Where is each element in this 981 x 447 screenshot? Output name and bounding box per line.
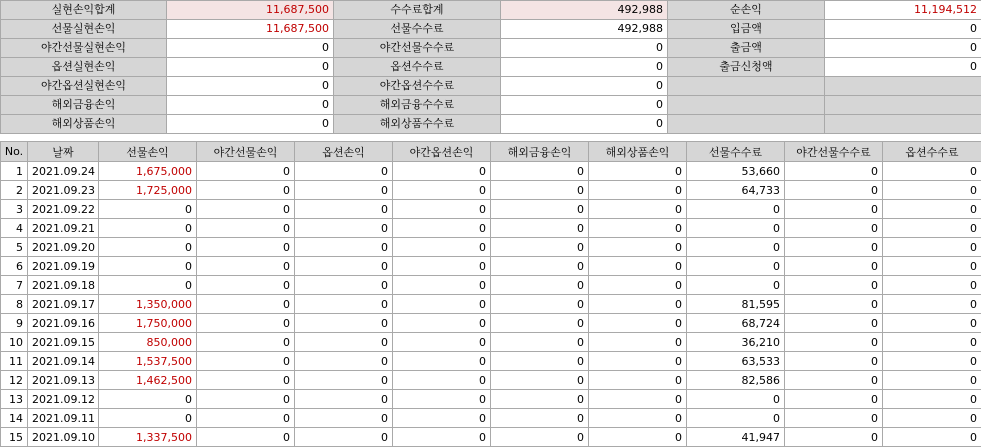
value-cell: 0 (687, 219, 785, 238)
value-cell: 0 (393, 238, 491, 257)
date-cell: 2021.09.15 (28, 333, 99, 352)
summary-label: 야간선물실현손익 (1, 39, 167, 58)
value-cell: 0 (393, 276, 491, 295)
summary-label: 야간옵션수수료 (334, 77, 501, 96)
column-header[interactable]: 선물손익 (99, 142, 197, 162)
row-number-cell: 3 (1, 200, 28, 219)
table-row[interactable] (1, 314, 981, 333)
row-number-cell: 9 (1, 314, 28, 333)
summary-empty-cell (825, 96, 981, 115)
value-cell: 0 (197, 276, 295, 295)
value-cell: 0 (589, 181, 687, 200)
value-cell: 0 (295, 238, 393, 257)
value-cell: 0 (197, 409, 295, 428)
value-cell: 0 (99, 200, 197, 219)
table-row[interactable] (1, 352, 981, 371)
value-cell: 0 (197, 428, 295, 447)
value-cell: 0 (883, 181, 981, 200)
value-cell: 0 (883, 276, 981, 295)
value-cell: 0 (393, 333, 491, 352)
column-header[interactable]: 선물수수료 (687, 142, 785, 162)
table-row[interactable] (1, 390, 981, 409)
summary-row (1, 115, 981, 134)
value-cell: 0 (883, 162, 981, 181)
table-row[interactable] (1, 257, 981, 276)
row-number-cell: 15 (1, 428, 28, 447)
value-cell: 0 (883, 428, 981, 447)
summary-empty-cell (825, 115, 981, 134)
summary-value: 11,194,512 (825, 1, 981, 20)
value-cell: 0 (491, 257, 589, 276)
value-cell: 0 (687, 200, 785, 219)
value-cell: 0 (99, 390, 197, 409)
summary-value: 0 (501, 96, 668, 115)
row-number-cell: 2 (1, 181, 28, 200)
date-cell: 2021.09.19 (28, 257, 99, 276)
date-cell: 2021.09.17 (28, 295, 99, 314)
value-cell: 0 (197, 181, 295, 200)
summary-value: 11,687,500 (167, 1, 334, 20)
row-number-cell: 13 (1, 390, 28, 409)
summary-label: 해외상품손익 (1, 115, 167, 134)
value-cell: 1,337,500 (99, 428, 197, 447)
value-cell: 0 (393, 371, 491, 390)
value-cell: 1,675,000 (99, 162, 197, 181)
date-cell: 2021.09.13 (28, 371, 99, 390)
table-header-row (1, 142, 981, 162)
value-cell: 0 (589, 238, 687, 257)
summary-label: 실현손익합계 (1, 1, 167, 20)
date-cell: 2021.09.18 (28, 276, 99, 295)
value-cell: 0 (197, 371, 295, 390)
value-cell: 0 (393, 181, 491, 200)
value-cell: 0 (883, 333, 981, 352)
table-row[interactable] (1, 333, 981, 352)
summary-value: 0 (825, 20, 981, 39)
summary-value: 0 (825, 58, 981, 77)
table-row[interactable] (1, 276, 981, 295)
value-cell: 0 (491, 200, 589, 219)
value-cell: 0 (589, 219, 687, 238)
value-cell: 0 (491, 238, 589, 257)
value-cell: 0 (785, 314, 883, 333)
value-cell: 0 (883, 238, 981, 257)
value-cell: 41,947 (687, 428, 785, 447)
summary-label: 해외금융수수료 (334, 96, 501, 115)
value-cell: 0 (589, 409, 687, 428)
value-cell: 0 (197, 390, 295, 409)
value-cell: 0 (393, 314, 491, 333)
value-cell: 0 (883, 219, 981, 238)
value-cell: 0 (785, 409, 883, 428)
value-cell: 0 (99, 238, 197, 257)
value-cell: 0 (785, 200, 883, 219)
value-cell: 0 (295, 352, 393, 371)
column-header[interactable]: 날짜 (28, 142, 99, 162)
column-header[interactable]: 옵션손익 (295, 142, 393, 162)
date-cell: 2021.09.23 (28, 181, 99, 200)
row-number-cell: 12 (1, 371, 28, 390)
column-header[interactable]: 옵션수수료 (883, 142, 981, 162)
value-cell: 0 (785, 238, 883, 257)
value-cell: 0 (295, 276, 393, 295)
value-cell: 0 (883, 314, 981, 333)
value-cell: 0 (883, 352, 981, 371)
value-cell: 0 (883, 257, 981, 276)
table-row[interactable] (1, 295, 981, 314)
value-cell: 0 (491, 162, 589, 181)
value-cell: 0 (883, 295, 981, 314)
summary-label: 해외상품수수료 (334, 115, 501, 134)
value-cell: 0 (393, 295, 491, 314)
value-cell: 0 (491, 181, 589, 200)
summary-value: 0 (501, 115, 668, 134)
summary-value: 0 (167, 58, 334, 77)
value-cell: 0 (295, 371, 393, 390)
value-cell: 0 (589, 200, 687, 219)
summary-label: 출금액 (668, 39, 825, 58)
value-cell: 1,350,000 (99, 295, 197, 314)
value-cell: 0 (785, 371, 883, 390)
value-cell: 82,586 (687, 371, 785, 390)
value-cell: 0 (295, 295, 393, 314)
value-cell: 0 (589, 314, 687, 333)
value-cell: 0 (589, 295, 687, 314)
value-cell: 0 (295, 162, 393, 181)
date-cell: 2021.09.16 (28, 314, 99, 333)
value-cell: 0 (295, 219, 393, 238)
value-cell: 0 (785, 428, 883, 447)
summary-label: 선물수수료 (334, 20, 501, 39)
row-number-cell: 10 (1, 333, 28, 352)
value-cell: 0 (589, 428, 687, 447)
summary-label: 수수료합계 (334, 1, 501, 20)
value-cell: 0 (589, 352, 687, 371)
value-cell: 0 (785, 181, 883, 200)
summary-value: 0 (501, 58, 668, 77)
summary-label: 입금액 (668, 20, 825, 39)
value-cell: 0 (589, 162, 687, 181)
value-cell: 0 (295, 333, 393, 352)
summary-value: 0 (167, 96, 334, 115)
summary-label: 출금신청액 (668, 58, 825, 77)
summary-row (1, 1, 981, 20)
row-number-cell: 11 (1, 352, 28, 371)
summary-label: 순손익 (668, 1, 825, 20)
value-cell: 0 (393, 200, 491, 219)
summary-value: 0 (825, 39, 981, 58)
value-cell: 0 (295, 390, 393, 409)
value-cell: 0 (785, 219, 883, 238)
column-header[interactable]: 야간옵션손익 (393, 142, 491, 162)
summary-empty-cell (668, 77, 825, 96)
summary-value: 11,687,500 (167, 20, 334, 39)
value-cell: 53,660 (687, 162, 785, 181)
value-cell: 0 (491, 371, 589, 390)
summary-label: 옵션실현손익 (1, 58, 167, 77)
summary-value: 0 (167, 115, 334, 134)
value-cell: 0 (883, 409, 981, 428)
summary-value: 0 (501, 77, 668, 96)
summary-value: 0 (167, 77, 334, 96)
value-cell: 1,537,500 (99, 352, 197, 371)
row-number-cell: 6 (1, 257, 28, 276)
date-cell: 2021.09.21 (28, 219, 99, 238)
value-cell: 0 (785, 390, 883, 409)
value-cell: 0 (393, 390, 491, 409)
column-header[interactable]: 야간선물손익 (197, 142, 295, 162)
value-cell: 0 (99, 257, 197, 276)
value-cell: 0 (197, 238, 295, 257)
table-row[interactable] (1, 371, 981, 390)
date-cell: 2021.09.20 (28, 238, 99, 257)
row-number-cell: 4 (1, 219, 28, 238)
value-cell: 0 (393, 219, 491, 238)
value-cell: 81,595 (687, 295, 785, 314)
value-cell: 0 (393, 428, 491, 447)
value-cell: 0 (99, 409, 197, 428)
column-header[interactable]: 야간선물수수료 (785, 142, 883, 162)
column-header[interactable]: 해외상품손익 (589, 142, 687, 162)
value-cell: 36,210 (687, 333, 785, 352)
value-cell: 0 (491, 295, 589, 314)
value-cell: 0 (197, 295, 295, 314)
column-header[interactable]: 해외금융손익 (491, 142, 589, 162)
table-row[interactable] (1, 200, 981, 219)
column-header[interactable]: No. (1, 142, 28, 162)
value-cell: 0 (295, 409, 393, 428)
row-number-cell: 8 (1, 295, 28, 314)
summary-row (1, 58, 981, 77)
date-cell: 2021.09.11 (28, 409, 99, 428)
value-cell: 0 (785, 333, 883, 352)
summary-value: 492,988 (501, 1, 668, 20)
summary-row (1, 96, 981, 115)
value-cell: 0 (491, 352, 589, 371)
value-cell: 0 (197, 200, 295, 219)
value-cell: 0 (491, 333, 589, 352)
value-cell: 0 (589, 390, 687, 409)
value-cell: 0 (589, 276, 687, 295)
value-cell: 0 (295, 200, 393, 219)
summary-empty-cell (668, 96, 825, 115)
summary-label: 야간선물수수료 (334, 39, 501, 58)
table-row[interactable] (1, 181, 981, 200)
value-cell: 0 (687, 390, 785, 409)
value-cell: 0 (393, 162, 491, 181)
value-cell: 0 (295, 314, 393, 333)
value-cell: 1,462,500 (99, 371, 197, 390)
summary-label: 옵션수수료 (334, 58, 501, 77)
value-cell: 0 (197, 333, 295, 352)
value-cell: 0 (295, 257, 393, 276)
summary-empty-cell (825, 77, 981, 96)
value-cell: 0 (687, 257, 785, 276)
value-cell: 0 (99, 276, 197, 295)
date-cell: 2021.09.22 (28, 200, 99, 219)
summary-value: 0 (167, 39, 334, 58)
value-cell: 0 (197, 219, 295, 238)
value-cell: 0 (197, 257, 295, 276)
value-cell: 0 (883, 390, 981, 409)
value-cell: 850,000 (99, 333, 197, 352)
value-cell: 0 (393, 257, 491, 276)
row-number-cell: 7 (1, 276, 28, 295)
value-cell: 0 (393, 352, 491, 371)
value-cell: 0 (785, 257, 883, 276)
value-cell: 0 (491, 219, 589, 238)
value-cell: 0 (785, 295, 883, 314)
value-cell: 64,733 (687, 181, 785, 200)
date-cell: 2021.09.10 (28, 428, 99, 447)
value-cell: 0 (491, 314, 589, 333)
value-cell: 1,725,000 (99, 181, 197, 200)
value-cell: 0 (589, 333, 687, 352)
summary-label: 야간옵션실현손익 (1, 77, 167, 96)
value-cell: 0 (589, 257, 687, 276)
summary-label: 선물실현손익 (1, 20, 167, 39)
summary-panel (0, 0, 981, 134)
summary-row (1, 77, 981, 96)
row-number-cell: 5 (1, 238, 28, 257)
value-cell: 0 (687, 276, 785, 295)
value-cell: 0 (295, 181, 393, 200)
date-cell: 2021.09.12 (28, 390, 99, 409)
summary-value: 492,988 (501, 20, 668, 39)
value-cell: 0 (785, 352, 883, 371)
value-cell: 0 (197, 162, 295, 181)
daily-pnl-table (0, 141, 981, 447)
summary-value: 0 (501, 39, 668, 58)
value-cell: 0 (491, 276, 589, 295)
table-row[interactable] (1, 162, 981, 181)
summary-empty-cell (668, 115, 825, 134)
table-row[interactable] (1, 219, 981, 238)
value-cell: 0 (785, 276, 883, 295)
summary-row (1, 39, 981, 58)
summary-row (1, 20, 981, 39)
summary-label: 해외금융손익 (1, 96, 167, 115)
row-number-cell: 14 (1, 409, 28, 428)
value-cell: 1,750,000 (99, 314, 197, 333)
value-cell: 0 (197, 314, 295, 333)
value-cell: 0 (295, 428, 393, 447)
value-cell: 0 (883, 200, 981, 219)
value-cell: 0 (883, 371, 981, 390)
value-cell: 0 (197, 352, 295, 371)
value-cell: 0 (491, 390, 589, 409)
value-cell: 0 (393, 409, 491, 428)
date-cell: 2021.09.24 (28, 162, 99, 181)
value-cell: 0 (785, 162, 883, 181)
value-cell: 0 (687, 238, 785, 257)
row-number-cell: 1 (1, 162, 28, 181)
table-row[interactable] (1, 238, 981, 257)
value-cell: 0 (491, 409, 589, 428)
value-cell: 0 (99, 219, 197, 238)
value-cell: 68,724 (687, 314, 785, 333)
value-cell: 0 (687, 409, 785, 428)
table-row[interactable] (1, 409, 981, 428)
date-cell: 2021.09.14 (28, 352, 99, 371)
value-cell: 63,533 (687, 352, 785, 371)
value-cell: 0 (491, 428, 589, 447)
value-cell: 0 (589, 371, 687, 390)
